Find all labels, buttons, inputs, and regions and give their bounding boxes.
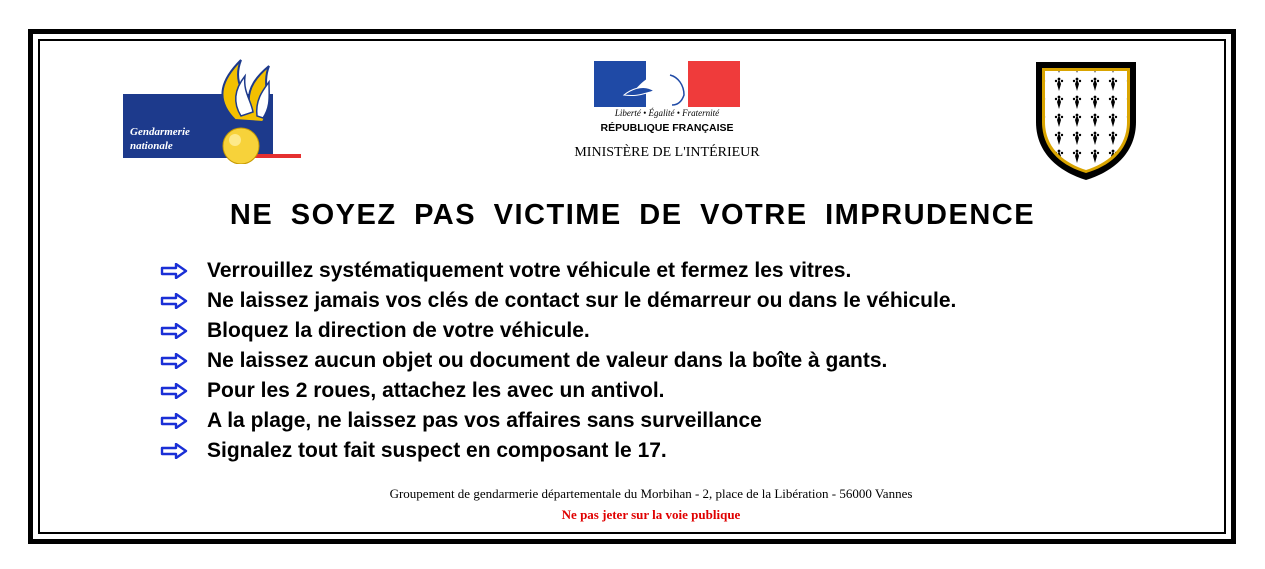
advice-list — [160, 256, 956, 466]
arrow-right-icon — [160, 353, 188, 369]
arrow-right-icon — [160, 413, 188, 429]
advice-text: Signalez tout fait suspect en composant le 17. — [207, 439, 667, 462]
footer-warning: Ne pas jeter sur la voie publique — [561, 507, 741, 522]
headline: NE SOYEZ PAS VICTIME DE VOTRE IMPRUDENCE — [229, 199, 1036, 231]
list-item — [160, 256, 956, 286]
advice-text: Ne laissez jamais vos clés de contact sur le démarreur ou dans le véhicule. — [207, 289, 957, 312]
footer-address: Groupement de gendarmerie départementale du Morbihan - 2, place de la Libération - 56000 Vannes — [389, 486, 913, 501]
republic-motto: Liberté • Égalité • Fraternité — [614, 108, 720, 118]
republic-name: RÉPUBLIQUE FRANÇAISE — [600, 122, 734, 134]
advice-text: Bloquez la direction de votre véhicule. — [207, 319, 590, 342]
advice-text: A la plage, ne laissez pas vos affaires sans surveillance — [207, 409, 762, 432]
gendarmerie-line-1: Gendarmerie — [130, 126, 190, 138]
arrow-right-icon — [160, 323, 188, 339]
gendarmerie-line-2: nationale — [130, 140, 173, 152]
arrow-right-icon — [160, 293, 188, 309]
list-item — [160, 376, 956, 406]
arrow-right-icon — [160, 383, 188, 399]
list-item — [160, 436, 956, 466]
arrow-right-icon — [160, 263, 188, 279]
advice-text: Pour les 2 roues, attachez les avec un antivol. — [207, 379, 665, 402]
advice-text: Ne laissez aucun objet ou document de valeur dans la boîte à gants. — [207, 349, 888, 372]
list-item — [160, 286, 956, 316]
advice-text: Verrouillez systématiquement votre véhicule et fermez les vitres. — [207, 259, 852, 282]
list-item — [160, 346, 956, 376]
list-item — [160, 316, 956, 346]
list-item — [160, 406, 956, 436]
ministry-name: MINISTÈRE DE L'INTÉRIEUR — [574, 145, 760, 160]
marianne-flag-icon — [594, 61, 740, 107]
bretagne-ermine-shield-icon — [1032, 58, 1140, 184]
arrow-right-icon — [160, 443, 188, 459]
gendarmerie-logo-text — [130, 125, 190, 153]
